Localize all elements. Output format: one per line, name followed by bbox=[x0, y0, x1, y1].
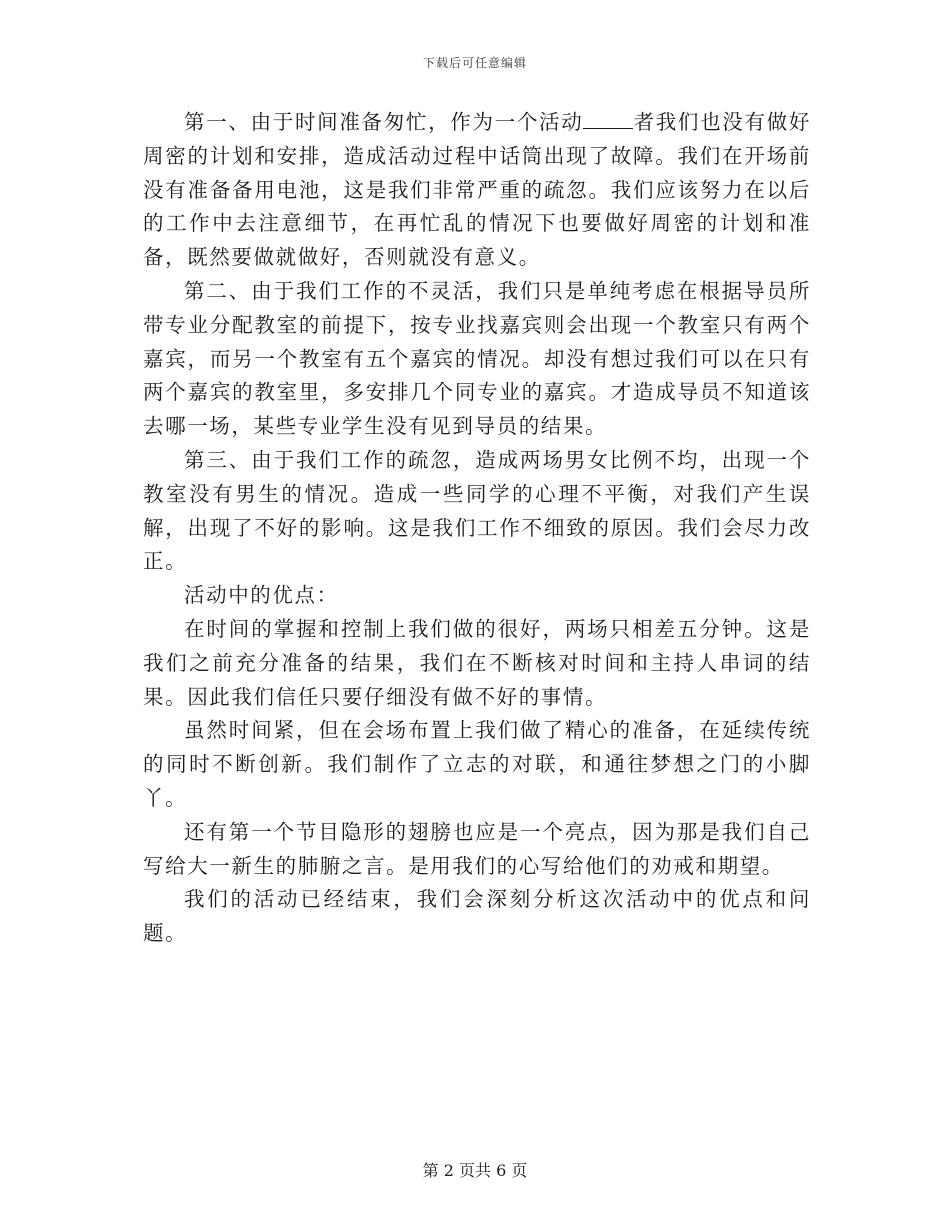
paragraph-5: 在时间的掌握和控制上我们做的很好，两场只相差五分钟。这是我们之前充分准备的结果，我们在不断核对时间和主持人串词的结果。因此我们信任只要仔细没有做不好的事情。 bbox=[143, 616, 811, 709]
paragraph-6: 虽然时间紧，但在会场布置上我们做了精心的准备，在延续传统的同时不断创新。我们制作了立志的对联，和通往梦想之门的小脚丫。 bbox=[143, 718, 811, 810]
document-body bbox=[143, 106, 811, 951]
paragraph-3: 第三、由于我们工作的疏忽，造成两场男女比例不均，出现一个教室没有男生的情况。造成一些同学的心理不平衡，对我们产生误解，出现了不好的影响。这是我们工作不细致的原因。我们会尽力改正。 bbox=[143, 447, 811, 574]
paragraph-7: 还有第一个节目隐形的翅膀也应是一个亮点，因为那是我们自己写给大一新生的肺腑之言。是用我们的心写给他们的劝戒和期望。 bbox=[143, 819, 811, 878]
paragraph-1-start: 第一、由于时间准备匆忙，作为一个活动 bbox=[184, 110, 584, 134]
header-note: 下载后可任意编辑 bbox=[422, 56, 527, 70]
paragraph-1-rest: 者我们也没有做好周密的计划和安排，造成活动过程中话筒出现了故障。我们在开场前没有准备备用电池，这是我们非常严重的疏忽。我们应该努力在以后的工作中去注意细节，在再忙乱的情况下也要做好周密的计划和准备，既然要做就做好，否则就没有意义。 bbox=[143, 110, 811, 270]
fill-in-blank bbox=[583, 110, 633, 129]
page-number: 第 2 页共 6 页 bbox=[422, 1161, 528, 1180]
paragraph-1 bbox=[143, 106, 811, 275]
paragraph-8: 我们的活动已经结束，我们会深刻分析这次活动中的优点和问题。 bbox=[143, 887, 811, 946]
paragraph-2: 第二、由于我们工作的不灵活，我们只是单纯考虑在根据导员所带专业分配教室的前提下，按专业找嘉宾则会出现一个教室只有两个嘉宾，而另一个教室有五个嘉宾的情况。却没有想过我们可以在只有两个嘉宾的教室里，多安排几个同专业的嘉宾。才造成导员不知道该去哪一场，某些专业学生没有见到导员的结果。 bbox=[143, 278, 811, 439]
section-heading-strengths: 活动中的优点： bbox=[184, 583, 339, 608]
